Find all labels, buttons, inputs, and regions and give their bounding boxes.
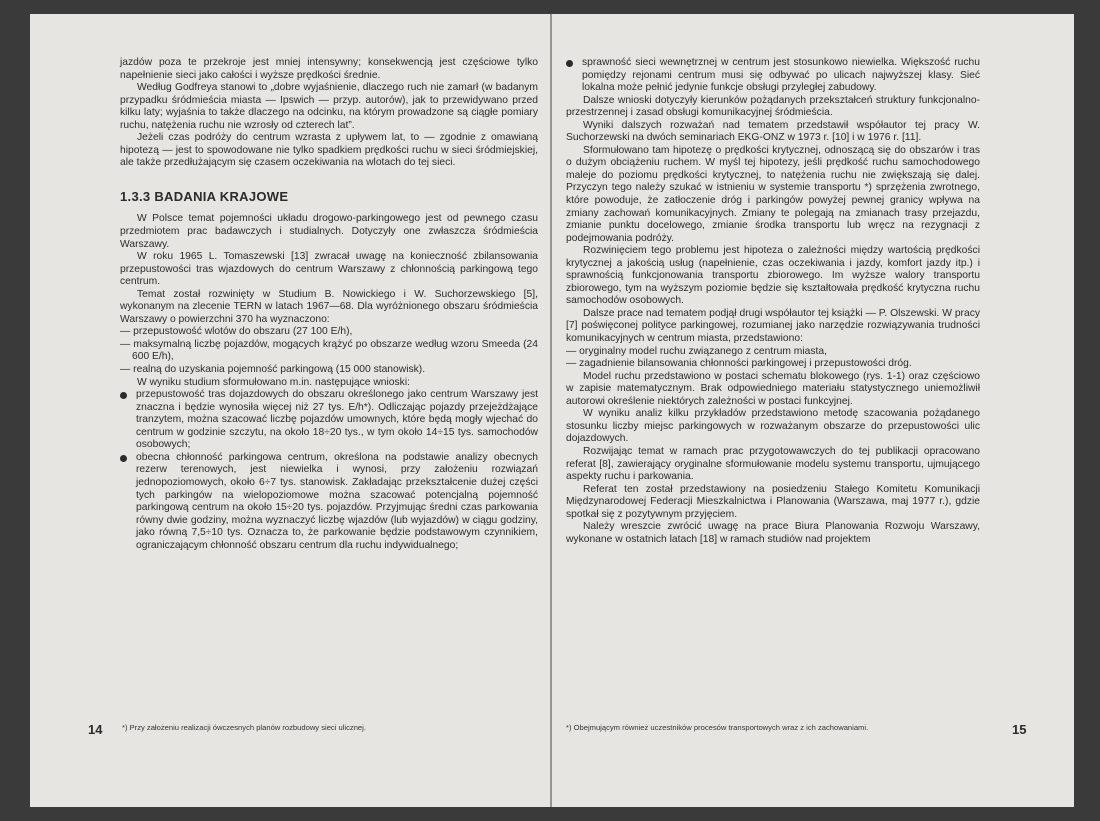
- paragraph: Temat został rozwinięty w Studium B. Nowickiego i W. Suchorzewskiego [5], wykonanym na zlecenie TERN w latach 1967—68. Dla wyróżnionego obszaru śródmieścia Warszawy o powierzchni 370 ha wyznaczono:: [120, 288, 538, 325]
- bullet-item: [120, 452, 538, 552]
- paragraph: Sformułowano tam hipotezę o prędkości krytycznej, odnoszącą się do obszarów i tras o dużym obciążeniu ruchem. W myśl tej hipotezy, jeśli prędkość ruchu samochodowego maleje do poziomu prędkości krytycznej, to natężenia ruchu nie zwiększają się dalej. Przyczyn tego należy szukać w istnieniu w systemie transportu *) sprzężenia zwrotnego, które powoduje, że zatłoczenie dróg i parkingów powyżej pewnej granicy wpływa na zmiany zachowań komunikacyjnych. Zmiany te polegają na zmianach trasy przejazdu, zmianie punktu docelowego, zmianie środka transportu lub wręcz na rezygnacji z podejmowania podróży.: [566, 144, 980, 244]
- paragraph: W wyniku studium sformułowano m.in. następujące wnioski:: [137, 376, 410, 388]
- paragraph: Jeżeli czas podróży do centrum wzrasta z upływem lat, to — zgodnie z omawianą hipotezą — jest to spowodowane nie tylko spadkiem prędkości ruchu w sieci śródmiejskiej, ale także przedłużającym się czasem oczekiwania na wlotach do tej sieci.: [120, 132, 538, 169]
- paragraph: Referat ten został przedstawiony na posiedzeniu Stałego Komitetu Komunikacji Międzynarodowej Federacji Mieszkalnictwa i Planowania (Warszawa, maj 1977 r.), gdzie spotkał się z pozytywnym przyjęciem.: [566, 483, 980, 520]
- left-text-column: [120, 57, 538, 552]
- paragraph: Należy wreszcie zwrócić uwagę na prace Biura Planowania Rozwoju Warszawy, wykonane w ostatnich latach [18] w ramach studiów nad projektem: [566, 521, 980, 545]
- bullet-icon: [566, 60, 573, 67]
- bullet-icon: [120, 455, 127, 462]
- bullet-item: [566, 57, 980, 95]
- paragraph: Rozwijając temat w ramach prac przygotowawczych do tej publikacji opracowano referat [8], zawierający oryginalne sformułowanie modelu systemu transportu, ujmującego aspekty ruchu i parkowania.: [566, 445, 980, 483]
- paragraph: W Polsce temat pojemności układu drogowo-parkingowego jest od pewnego czasu przedmiotem prac badawczych i studialnych. Dotyczyły one zwłaszcza śródmieścia Warszawy.: [120, 213, 538, 250]
- left-page: [30, 14, 550, 807]
- paragraph: Model ruchu przedstawiono w postaci schematu blokowego (rys. 1-1) oraz częściowo w zapisie matematycznym. Brak odpowiedniego materiału statystycznego uniemożliwił autorowi określenie niektórych zależności w postaci funkcyjnej.: [566, 370, 980, 407]
- dash-list-item: — przepustowość wlotów do obszaru (27 100 E/h),: [120, 326, 353, 338]
- page-number: 15: [1012, 722, 1027, 737]
- right-text-column: [566, 57, 980, 546]
- dash-list-item: — zagadnienie bilansowania chłonności parkingowej i przepustowości dróg.: [566, 358, 912, 370]
- bullet-item: [120, 389, 538, 452]
- paragraph: Dalsze prace nad tematem podjął drugi współautor tej książki — P. Olszewski. W pracy [7] poświęconej polityce parkingowej, rozumianej jako narzędzie rozwiązywania trudności komunikacyjnych w centrum miasta, przedstawiono:: [566, 307, 980, 345]
- right-page: [552, 14, 1074, 807]
- paragraph: W wyniku analiz kilku przykładów przedstawiono metodę szacowania pożądanego stosunku liczby miejsc parkingowych w rozważanym obszarze do przepustowości ulic dojazdowych.: [566, 408, 980, 445]
- paragraph: Dalsze wnioski dotyczyły kierunków pożądanych przekształceń struktury funkcjonalno-przestrzennej i zasad obsługi komunikacyjnej śródmieścia.: [566, 94, 980, 119]
- bullet-text: przepustowość tras dojazdowych do obszaru określonego jako centrum Warszawy jest znaczna i będzie wynosiła więcej niż 27 tys. E/h*). Odliczając pojazdy przejeżdżające tranzytem, można szacować liczbę pojazdów umownych, które będą mogły wjechać do centrum w godzinie szczytu, na około 18÷20 tys., w tym około 14÷15 tys. samochodów osobowych;: [136, 389, 538, 451]
- footnote: *) Obejmującym również uczestników procesów transportowych wraz z ich zachowaniami.: [566, 723, 869, 732]
- dash-list-item: — realną do uzyskania pojemność parkingową (15 000 stanowisk).: [120, 364, 426, 376]
- footnote: *) Przy założeniu realizacji ówczesnych planów rozbudowy sieci ulicznej.: [122, 723, 366, 732]
- paragraph: W roku 1965 L. Tomaszewski [13] zwracał uwagę na konieczność zbilansowania przepustowości tras wjazdowych do centrum Warszawy z chłonnością parkingową tego centrum.: [120, 251, 538, 288]
- bullet-text: obecna chłonność parkingowa centrum, określona na podstawie analizy obecnych rezerw terenowych, jest niewielka i wynosi, przy założeniu rozwiązań jednopoziomowych, około 6÷7 tys. stanowisk. Zakładając przekształcenie dużej części tych parkingów na wielopoziomowe można szacować potencjalną pojemność parkingową centrum na około 15÷20 tys. pojazdów. Przyjmując średni czas parkowania równy dwie godziny, można wyznaczyć liczbę wjazdów (lub wyjazdów) w ciągu godziny, jako równą 7,5÷10 tys. Oznacza to, że parkowanie będzie podstawowym czynnikiem, ograniczającym chłonność obszaru centrum dla ruchu indywidualnego;: [136, 451, 538, 551]
- dash-list-item: — maksymalną liczbę pojazdów, mogących krążyć po obszarze według wzoru Smeeda (24 600 E/h),: [120, 338, 538, 363]
- paragraph: Rozwinięciem tego problemu jest hipoteza o zależności między wartością prędkości krytycznej a jakością usług (napełnienie, czas oczekiwania i jazdy, komfort jazdy itp.) i sprawnością funkcjonowania transportu zbiorowego. Im wyższe walory transportu zbiorowego, tym na wyższym poziomie będzie się kształtowała prędkość krytyczna ruchu samochodów osobowych.: [566, 245, 980, 307]
- paragraph: jazdów poza te przekroje jest mniej intensywny; konsekwencją jest częściowe tylko napełnienie sieci jako całości i wyższe prędkości średnie.: [120, 57, 538, 81]
- bullet-icon: [120, 392, 127, 399]
- paragraph: Według Godfreya stanowi to „dobre wyjaśnienie, dlaczego ruch nie zamarł (w badanym przypadku śródmieścia miasta — Ipswich — przyp. autorów), jak to przewidywano przed kilku laty; wyjaśnia to także dlaczego na odcinku, na którym prowadzone są ciągłe pomiary ruchu, natężenia ruchu nie wzrosły od czterech lat”.: [120, 82, 538, 131]
- bullet-text: sprawność sieci wewnętrznej w centrum jest stosunkowo niewielka. Większość ruchu pomiędzy rejonami centrum musi się odbywać po ulicach najwyższej klasy. Sieć lokalna może pełnić jedynie funkcje obsługi przyległej zabudowy.: [582, 57, 980, 94]
- paragraph: Wyniki dalszych rozważań nad tematem przedstawił współautor tej pracy W. Suchorzewski na dwóch seminariach EKG-ONZ w 1973 r. [10] i w 1976 r. [11].: [566, 119, 980, 144]
- page-number: 14: [88, 722, 103, 737]
- section-heading: 1.3.3 BADANIA KRAJOWE: [120, 188, 289, 204]
- dash-list-item: — oryginalny model ruchu związanego z centrum miasta,: [566, 345, 827, 357]
